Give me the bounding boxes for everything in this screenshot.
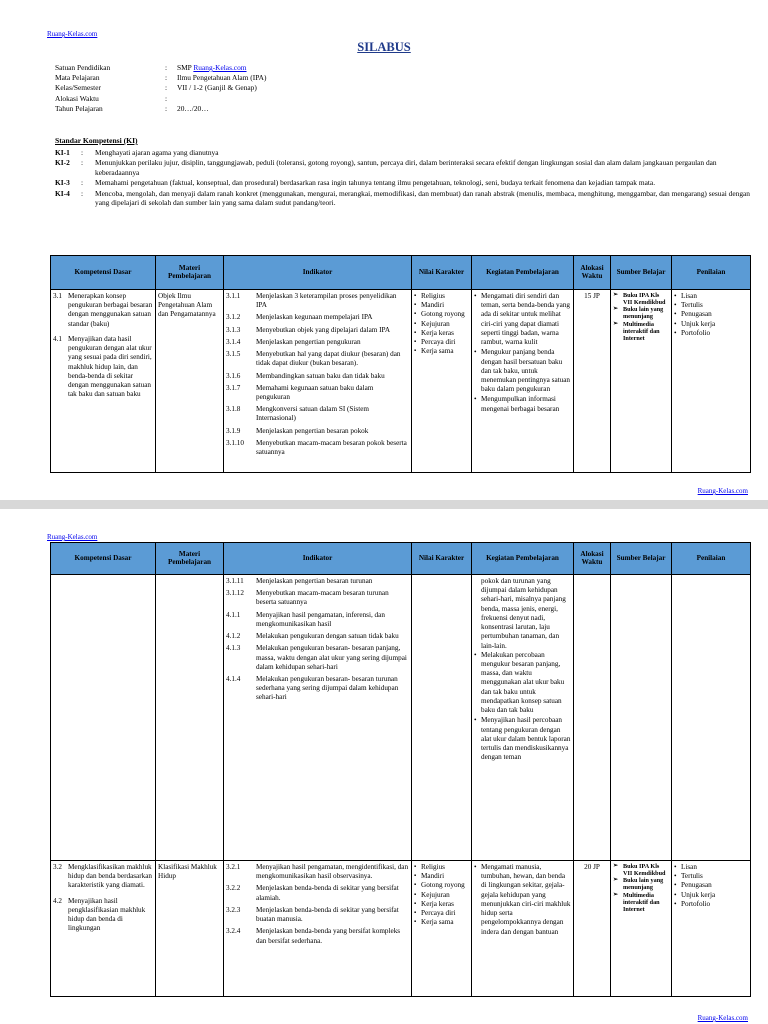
sumber-cell <box>611 575 672 861</box>
ki-row <box>55 178 755 187</box>
nilai-item: ▪ Religius <box>414 292 469 301</box>
info-key: Mata Pelajaran <box>55 73 100 83</box>
item-text: Menjelaskan benda-benda yang bersifat kompleks dan bersifat sederhana. <box>256 927 401 945</box>
numbered-item <box>226 884 409 902</box>
numbered-item <box>53 863 153 891</box>
numbered-item <box>226 384 409 402</box>
ki-row <box>55 158 755 177</box>
ki-text: Memahami pengetahuan (faktual, konseptual, dan prosedural) berdasarkan rasa ingin tahunya tentang ilmu pengetahuan, teknologi, seni, budaya terkait fenomena dan kejadian tampak mata. <box>95 178 656 188</box>
kegiatan-cell <box>472 290 574 473</box>
ki-label: KI-1 <box>55 147 70 157</box>
numbered-item <box>226 611 409 629</box>
kd-cell <box>51 575 156 861</box>
column-header: Alokasi Waktu <box>574 256 611 290</box>
numbered-item <box>226 405 409 423</box>
penilaian-item: • Portofolio <box>674 329 748 338</box>
alokasi-cell <box>574 575 611 861</box>
nilai-item: ▪ Kerja keras <box>414 900 469 909</box>
penilaian-item: • Penugasan <box>674 310 748 319</box>
silabus-table-2 <box>50 542 751 997</box>
numbered-item <box>226 338 409 347</box>
penilaian-cell <box>672 290 751 473</box>
sumber-item: ➢ Buku IPA Kls VII Kemdikbud <box>613 863 669 877</box>
info-value-text: 20…/20… <box>177 103 209 113</box>
info-row <box>55 94 266 104</box>
page-1 <box>0 0 768 500</box>
info-value <box>177 63 247 73</box>
table-header-row <box>51 256 751 290</box>
kegiatan-cell <box>472 861 574 997</box>
item-text: Menjelaskan kegunaan mempelajari IPA <box>256 313 373 322</box>
item-text: Menjelaskan benda-benda di sekitar yang bersifat alamiah. <box>256 884 399 902</box>
item-number: 3.2.1 <box>226 863 241 871</box>
materi-cell: Klasifikasi Makhluk Hidup <box>156 861 224 997</box>
indikator-cell <box>224 861 412 997</box>
nilai-cell <box>412 861 472 997</box>
kegiatan-item: • Menyajikan hasil percobaan tentang pengukuran dengan alat ukur dalam bentuk laporan tertulis dan mendiskusikannya dengan teman <box>474 716 571 762</box>
item-text: Menjelaskan pengertian pengukuran <box>256 337 361 346</box>
nilai-item: ▪ Gotong royong <box>414 310 469 319</box>
nilai-item: ▪ Gotong royong <box>414 881 469 890</box>
kegiatan-item: • Mengumpulkan informasi mengenai berbagai besaran <box>474 395 571 413</box>
penilaian-item: • Tertulis <box>674 301 748 310</box>
nilai-item: ▪ Mandiri <box>414 301 469 310</box>
column-header: Materi Pembelajaran <box>156 543 224 575</box>
column-header: Nilai Karakter <box>412 543 472 575</box>
numbered-item <box>226 326 409 335</box>
penilaian-cell <box>672 861 751 997</box>
item-number: 4.1.3 <box>226 644 241 653</box>
table-row <box>51 290 751 473</box>
indikator-cell <box>224 290 412 473</box>
item-number: 3.1.5 <box>226 350 241 359</box>
item-number: 3.1.10 <box>226 438 244 447</box>
item-text: Menjelaskan benda-benda di sekitar yang bersifat buatan manusia. <box>256 905 399 924</box>
numbered-item <box>226 292 409 310</box>
ki-colon: : <box>81 147 84 157</box>
kegiatan-item: • Mengamati diri sendiri dan teman, serta benda-benda yang ada di sekitar untuk melihat ciri-ciri yang dapat diamati seperti tinggi badan, warna rambut, warna kulit <box>474 292 571 347</box>
item-text: Menyajikan hasil pengamatan, mengidentifikasi, dan mengkomunikasikan hasil observasinya. <box>256 863 409 881</box>
info-row <box>55 83 266 93</box>
nilai-item: ▪ Percaya diri <box>414 338 469 347</box>
item-text: Mengklasifikasikan makhluk hidup dan benda berdasarkan karakteristik yang diamati. <box>68 863 153 890</box>
item-text: Menyajikan data hasil pengukuran dengan alat ukur yang sesuai pada diri sendiri, makhluk hidup lain, dan benda-benda di sekitar dengan menggunakan satuan tak baku dan satuan baku <box>68 334 152 399</box>
page-2 <box>0 509 768 1024</box>
info-colon: : <box>165 73 168 83</box>
silabus-table-1 <box>50 255 751 473</box>
item-text: Menyajikan hasil pengamatan, inferensi, dan mengkomunikasikan hasil <box>256 610 385 628</box>
ki-row <box>55 148 755 157</box>
column-header: Penilaian <box>672 543 751 575</box>
sumber-item: ➢ Buku lain yang menunjang <box>613 306 669 320</box>
numbered-item <box>226 372 409 381</box>
info-colon: : <box>165 103 168 113</box>
table-row <box>51 575 751 861</box>
penilaian-cell <box>672 575 751 861</box>
item-number: 4.1.2 <box>226 632 241 641</box>
numbered-item <box>226 644 409 672</box>
item-number: 3.2 <box>53 863 62 871</box>
column-header: Kompetensi Dasar <box>51 256 156 290</box>
item-number: 3.1.9 <box>226 426 241 435</box>
column-header: Kompetensi Dasar <box>51 543 156 575</box>
column-header: Indikator <box>224 543 412 575</box>
item-number: 4.1 <box>53 334 62 343</box>
ki-row <box>55 189 755 208</box>
numbered-item <box>53 897 153 934</box>
info-colon: : <box>165 83 168 93</box>
penilaian-item: • Portofolio <box>674 900 748 909</box>
item-text: Menyajikan hasil pengklasifikasian makhluk hidup dan benda di lingkungan <box>68 896 146 933</box>
info-key: Alokasi Waktu <box>55 93 99 103</box>
penilaian-item: • Lisan <box>674 292 748 301</box>
info-value <box>177 83 257 93</box>
nilai-item: ▪ Kejujuran <box>414 891 469 900</box>
kegiatan-cell <box>472 575 574 861</box>
info-row <box>55 63 266 73</box>
item-text: Melakukan pengukuran besaran- besaran panjang, massa, waktu dengan alat ukur yang sering dijumpai dalam kehidupan sehari-hari <box>256 644 407 671</box>
item-number: 3.1.12 <box>226 589 244 598</box>
item-text: Menjelaskan 3 keterampilan proses penyelidikan IPA <box>256 292 397 310</box>
kegiatan-item: • Mengamati manusia, tumbuhan, hewan, dan benda di lingkungan sekitar, gejala-gejala kehidupan yang menunjukkan ciri-ciri makhluk hidup serta pengelompokkannya dengan indera dan dengan bantuan <box>474 863 571 937</box>
info-row <box>55 104 266 114</box>
alokasi-cell: 15 JP <box>574 290 611 473</box>
item-number: 3.1.7 <box>226 383 241 392</box>
item-number: 3.2.4 <box>226 927 241 936</box>
item-number: 3.2.2 <box>226 884 241 893</box>
kd-cell <box>51 290 156 473</box>
item-number: 3.1.1 <box>226 292 241 300</box>
item-text: Menyebutkan objek yang dipelajari dalam IPA <box>256 325 391 334</box>
item-text: Menerapkan konsep pengukuran berbagai besaran dengan menggunakan satuan standar (baku) <box>68 292 153 328</box>
ki-label: KI-2 <box>55 158 70 168</box>
sumber-item: ➢ Buku lain yang menunjang <box>613 877 669 891</box>
item-number: 3.1.6 <box>226 371 241 380</box>
numbered-item <box>226 577 409 586</box>
item-text: Melakukan pengukuran besaran- besaran turunan sederhana yang sering dijumpai dalam kehidupan sehari-hari <box>256 674 399 702</box>
info-colon: : <box>165 63 168 72</box>
nilai-item: ▪ Kerja sama <box>414 347 469 356</box>
sumber-item: ➢ Buku IPA Kls VII Kemdikbud <box>613 292 669 306</box>
watermark-link-bottom[interactable]: Ruang-Kelas.com <box>697 487 748 495</box>
materi-cell <box>156 575 224 861</box>
kd-cell <box>51 861 156 997</box>
numbered-item <box>226 906 409 924</box>
item-text: Menyebutkan hal yang dapat diukur (besaran) dan tidak dapat diukur (bukan besaran). <box>256 350 401 368</box>
nilai-item: ▪ Mandiri <box>414 872 469 881</box>
sumber-cell <box>611 861 672 997</box>
numbered-item <box>226 589 409 607</box>
penilaian-item: • Lisan <box>674 863 748 872</box>
item-text: Menjelaskan pengertian besaran pokok <box>256 426 369 435</box>
sumber-item: ➢ Multimedia interaktif dan Internet <box>613 321 669 342</box>
nilai-cell <box>412 290 472 473</box>
watermark-link-top[interactable]: Ruang-Kelas.com <box>47 533 98 541</box>
ki-label: KI-4 <box>55 188 70 198</box>
nilai-item: ▪ Religius <box>414 863 469 872</box>
column-header: Sumber Belajar <box>611 543 672 575</box>
kegiatan-item: • Melakukan percobaan mengukur besaran panjang, massa, dan waktu menggunakan alat ukur baku dan tak baku untuk mendapatkan konsep satuan baku dan tak baku <box>474 651 571 716</box>
item-text: Melakukan pengukuran dengan satuan tidak baku <box>256 632 399 641</box>
numbered-item <box>226 313 409 322</box>
column-header: Kegiatan Pembelajaran <box>472 543 574 575</box>
column-header: Sumber Belajar <box>611 256 672 290</box>
penilaian-item: • Unjuk kerja <box>674 891 748 900</box>
item-text: Menjelaskan pengertian besaran turunan <box>256 577 373 585</box>
item-text: Memahami kegunaan satuan baku dalam pengukuran <box>256 383 374 401</box>
column-header: Materi Pembelajaran <box>156 256 224 290</box>
numbered-item <box>226 863 409 881</box>
item-text: Menyebutkan macam-macam besaran pokok beserta satuannya <box>256 438 407 457</box>
numbered-item <box>226 927 409 945</box>
penilaian-item: • Unjuk kerja <box>674 320 748 329</box>
ki-section <box>55 136 755 209</box>
sumber-cell <box>611 290 672 473</box>
ki-text: Menghayati ajaran agama yang dianutnya <box>95 147 219 157</box>
penilaian-item: • Tertulis <box>674 872 748 881</box>
item-text: Menyebutkan macam-macam besaran turunan beserta satuannya <box>256 589 389 607</box>
ki-colon: : <box>81 158 84 168</box>
numbered-item <box>53 335 153 400</box>
penilaian-item: • Penugasan <box>674 881 748 890</box>
numbered-item <box>226 439 409 457</box>
nilai-item: ▪ Percaya diri <box>414 909 469 918</box>
ki-label: KI-3 <box>55 178 70 188</box>
info-value-text: VII / 1-2 (Ganjil & Genap) <box>177 83 257 93</box>
item-number: 4.1.4 <box>226 674 241 683</box>
column-header: Penilaian <box>672 256 751 290</box>
item-number: 3.2.3 <box>226 905 241 914</box>
info-value <box>177 73 266 83</box>
page-gap <box>0 500 768 509</box>
kegiatan-item: • Mengukur panjang benda dengan hasil bersatuan baku dan tak baku, untuk menemukan pentingnya satuan baku dalam pengukuran <box>474 348 571 394</box>
item-number: 4.1.1 <box>226 610 241 619</box>
table-row <box>51 861 751 997</box>
ki-text: Menunjukkan perilaku jujur, disiplin, tanggungjawab, peduli (toleransi, gotong royong), santun, percaya diri, dalam berinteraksi secara efektif dengan lingkungan sosial dan alam dalam jangkauan pergaulan dan keberadaannya <box>95 158 717 177</box>
info-colon: : <box>165 93 168 103</box>
info-value-text: Ilmu Pengetahuan Alam (IPA) <box>177 73 267 83</box>
kegiatan-continued: pokok dan turunan yang dijumpai dalam kehidupan sehari-hari, misalnya panjang benda, massa jenis, energi, frekuensi denyut nadi, konsentrasi larutan, laju pertumbuhan tanaman, dan lain-lain. <box>481 577 566 650</box>
item-text: Mengkonversi satuan dalam SI (Sistem Internasional) <box>256 405 369 423</box>
info-row <box>55 73 266 83</box>
numbered-item <box>226 427 409 436</box>
numbered-item <box>53 292 153 329</box>
nilai-item: ▪ Kerja keras <box>414 329 469 338</box>
info-value-text: SMP <box>177 63 194 72</box>
item-number: 3.1 <box>53 292 62 300</box>
column-header: Alokasi Waktu <box>574 543 611 575</box>
item-text: Membandingkan satuan baku dan tidak baku <box>256 371 385 380</box>
ki-heading: Standar Kompetensi (KI) <box>55 136 138 145</box>
indikator-cell <box>224 575 412 861</box>
nilai-item: ▪ Kerja sama <box>414 918 469 927</box>
table-header-row <box>51 543 751 575</box>
ki-colon: : <box>81 178 84 188</box>
nilai-item: ▪ Kejujuran <box>414 320 469 329</box>
info-value <box>177 104 209 114</box>
nilai-cell <box>412 575 472 861</box>
ki-colon: : <box>81 188 84 198</box>
column-header: Kegiatan Pembelajaran <box>472 256 574 290</box>
info-key: Kelas/Semester <box>55 83 101 93</box>
item-number: 3.1.3 <box>226 325 241 334</box>
item-number: 3.1.4 <box>226 337 241 346</box>
info-block <box>55 63 266 114</box>
watermark-link-top[interactable]: Ruang-Kelas.com <box>47 30 98 38</box>
materi-cell: Objek Ilmu Pengetahuan Alam dan Pengamatannya <box>156 290 224 473</box>
watermark-link-bottom[interactable]: Ruang-Kelas.com <box>697 1014 748 1022</box>
item-number: 3.1.11 <box>226 577 244 585</box>
numbered-item <box>226 675 409 703</box>
numbered-item <box>226 350 409 368</box>
info-value-link[interactable]: Ruang-Kelas.com <box>193 63 247 72</box>
column-header: Nilai Karakter <box>412 256 472 290</box>
sumber-item: ➢ Multimedia interaktif dan Internet <box>613 892 669 913</box>
column-header: Indikator <box>224 256 412 290</box>
info-key: Tahun Pelajaran <box>55 103 103 113</box>
info-key: Satuan Pendidikan <box>55 63 111 72</box>
alokasi-cell: 20 JP <box>574 861 611 997</box>
item-number: 3.1.2 <box>226 313 241 322</box>
ki-text: Mencoba, mengolah, dan menyaji dalam ranah konkret (menggunakan, mengurai, merangkai, memodifikasi, dan membuat) dan ranah abstrak (menulis, membaca, menghitung, menggambar, dan mengarang) sesuai dengan yang dipelajari di sekolah dan sumber lain yang sama dalam sudut pandang/teori. <box>95 188 750 208</box>
numbered-item <box>226 632 409 641</box>
item-number: 3.1.8 <box>226 405 241 414</box>
item-number: 4.2 <box>53 896 62 905</box>
doc-title: SILABUS <box>357 40 411 54</box>
